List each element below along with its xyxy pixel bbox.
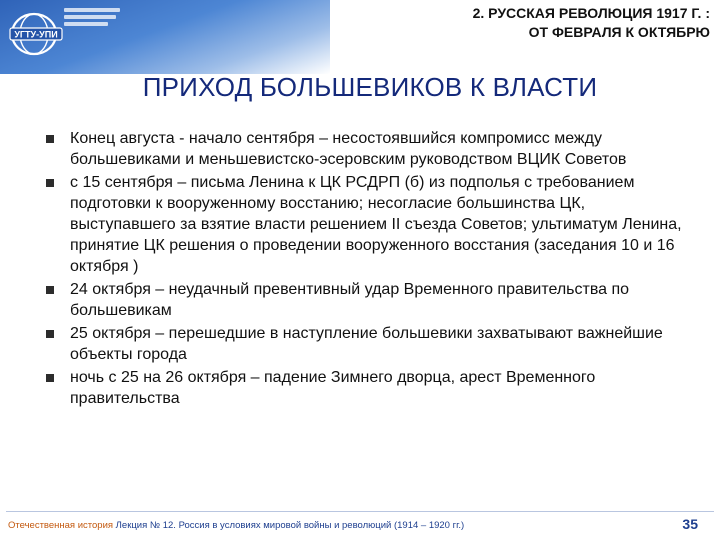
list-item-text: ночь с 25 на 26 октября – падение Зимнего дворца, арест Временного правительства: [70, 369, 596, 407]
list-item: [46, 367, 694, 409]
list-item: [46, 172, 694, 277]
header-line-1: 2. РУССКАЯ РЕВОЛЮЦИЯ 1917 Г. :: [472, 5, 710, 21]
slide-header: [330, 4, 710, 42]
square-bullet-icon: [46, 374, 54, 382]
list-item: [46, 279, 694, 321]
header-line-2: ОТ ФЕВРАЛЯ К ОКТЯБРЮ: [528, 24, 710, 40]
list-item-text: с 15 сентября – письма Ленина к ЦК РСДРП (б) из подполья с требованием подготовки к вооруженному восстанию; несогласие большинства ЦК, выступавшего за взятие власти решением II съезда Советов; ультиматум Ленина, принятие ЦК решения о проведении вооруженного восстания (заседания 10 и 16 октября ): [70, 174, 682, 275]
university-logo: [8, 2, 104, 66]
list-item-text: 25 октября – перешедшие в наступление большевики захватывают важнейшие объекты города: [70, 325, 663, 363]
footer-divider: [6, 511, 714, 512]
list-item: [46, 128, 694, 170]
list-item-text: 24 октября – неудачный превентивный удар Временного правительства по большевикам: [70, 281, 630, 319]
square-bullet-icon: [46, 330, 54, 338]
list-item-text: Конец августа - начало сентября – несостоявшийся компромисс между большевиками и меньшевистско-эсеровским руководством ВЦИК Советов: [70, 130, 627, 168]
page-number: 35: [682, 516, 698, 532]
logo-text: УГТУ-УПИ: [14, 29, 58, 40]
square-bullet-icon: [46, 135, 54, 143]
footer: [8, 520, 464, 531]
bullet-list: [46, 128, 694, 411]
page-title: ПРИХОД БОЛЬШЕВИКОВ К ВЛАСТИ: [142, 72, 598, 102]
list-item: [46, 323, 694, 365]
square-bullet-icon: [46, 286, 54, 294]
square-bullet-icon: [46, 179, 54, 187]
footer-lecture: Лекция № 12. Россия в условиях мировой войны и революций (1914 – 1920 гг.): [113, 520, 465, 531]
logo-caption-lines: [64, 8, 120, 29]
footer-course: Отечественная история: [8, 520, 114, 531]
